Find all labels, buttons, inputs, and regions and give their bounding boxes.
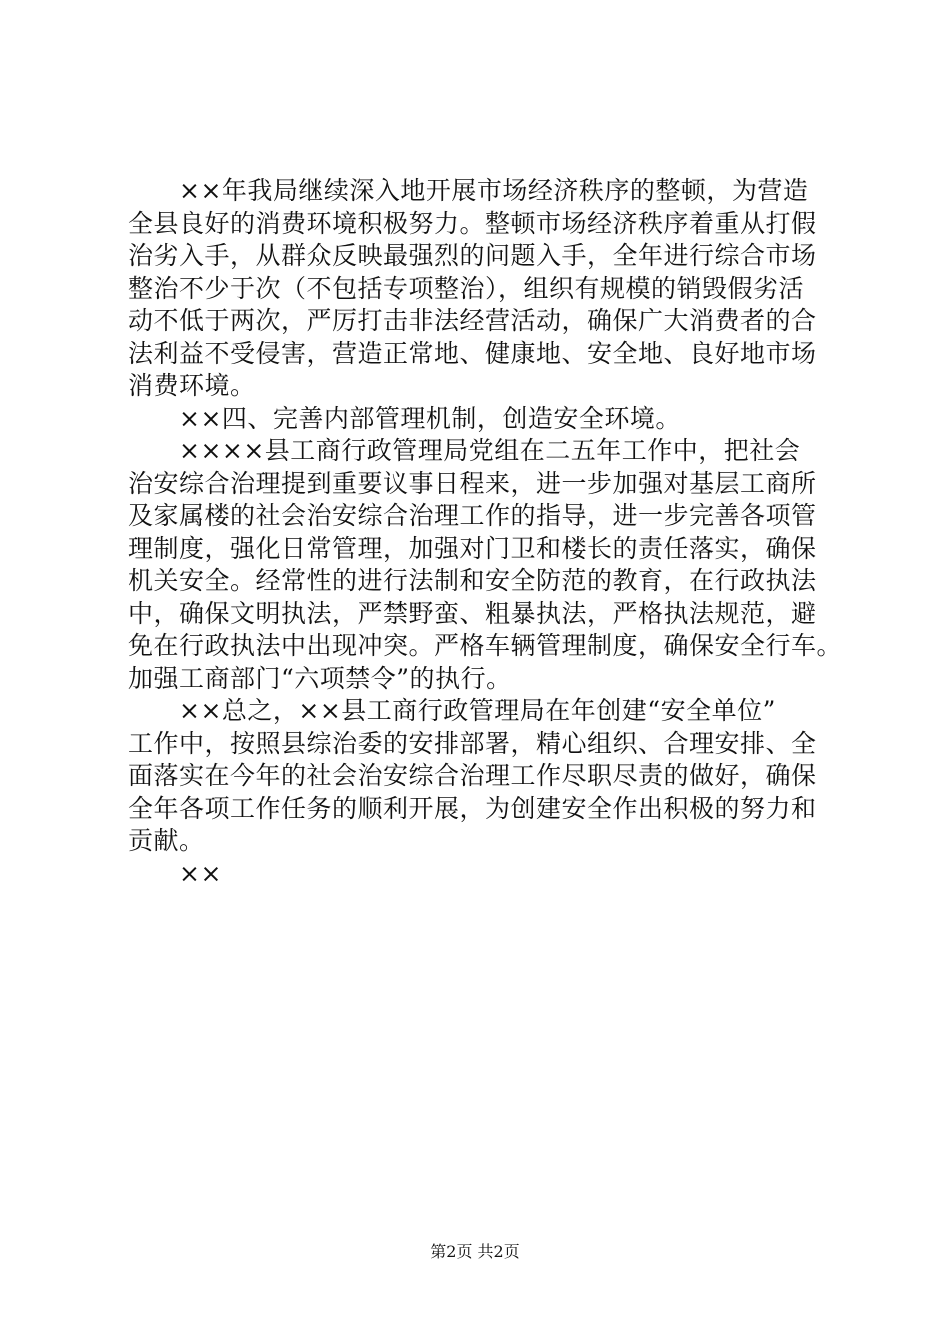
text-line: 加强工商部门“六项禁令”的执行。 xyxy=(128,663,512,693)
text-line: 治安综合治理提到重要议事日程来，进一步加强对基层工商所 xyxy=(128,468,817,498)
text-line: 法利益不受侵害，营造正常地、健康地、安全地、良好地市场 xyxy=(128,338,817,368)
text-line: 及家属楼的社会治安综合治理工作的指导，进一步完善各项管 xyxy=(128,501,817,530)
text-line: ××总之，××县工商行政管理局在年创建“安全单位” xyxy=(128,696,776,725)
text-line: 机关安全。经常性的进行法制和安全防范的教育，在行政执法 xyxy=(128,566,817,595)
text-line: ×× xyxy=(128,858,222,888)
text-line: ××年我局继续深入地开展市场经济秩序的整顿，为营造 xyxy=(128,176,809,205)
section-heading: ××四、完善内部管理机制，创造安全环境。 xyxy=(128,403,681,433)
text-line: 理制度，强化日常管理，加强对门卫和楼长的责任落实，确保 xyxy=(128,533,817,563)
text-line: 面落实在今年的社会治安综合治理工作尽职尽责的做好，确保 xyxy=(128,761,817,790)
text-line: 工作中，按照县综治委的安排部署，精心组织、合理安排、全 xyxy=(128,728,817,758)
text-line: 中，确保文明执法，严禁野蛮、粗暴执法，严格执法规范，避 xyxy=(128,598,817,628)
document-body xyxy=(128,175,848,890)
text-line: 整治不少于次（不包括专项整治），组织有规模的销毁假劣活 xyxy=(128,273,805,303)
text-line: 全年各项工作任务的顺利开展，为创建安全作出积极的努力和 xyxy=(128,793,817,823)
text-line: 治劣入手，从群众反映最强烈的问题入手，全年进行综合市场 xyxy=(128,241,817,270)
text-line: 动不低于两次，严厉打击非法经营活动，确保广大消费者的合 xyxy=(128,306,817,335)
page-number-footer: 第2页 共2页 xyxy=(430,1242,520,1261)
text-line: 全县良好的消费环境积极努力。整顿市场经济秩序着重从打假 xyxy=(128,208,817,238)
text-line: ××××县工商行政管理局党组在二五年工作中，把社会 xyxy=(128,436,801,465)
text-line: 消费环境。 xyxy=(128,371,256,400)
text-line: 免在行政执法中出现冲突。严格车辆管理制度，确保安全行车。 xyxy=(128,631,843,660)
text-line: 贡献。 xyxy=(128,826,205,855)
